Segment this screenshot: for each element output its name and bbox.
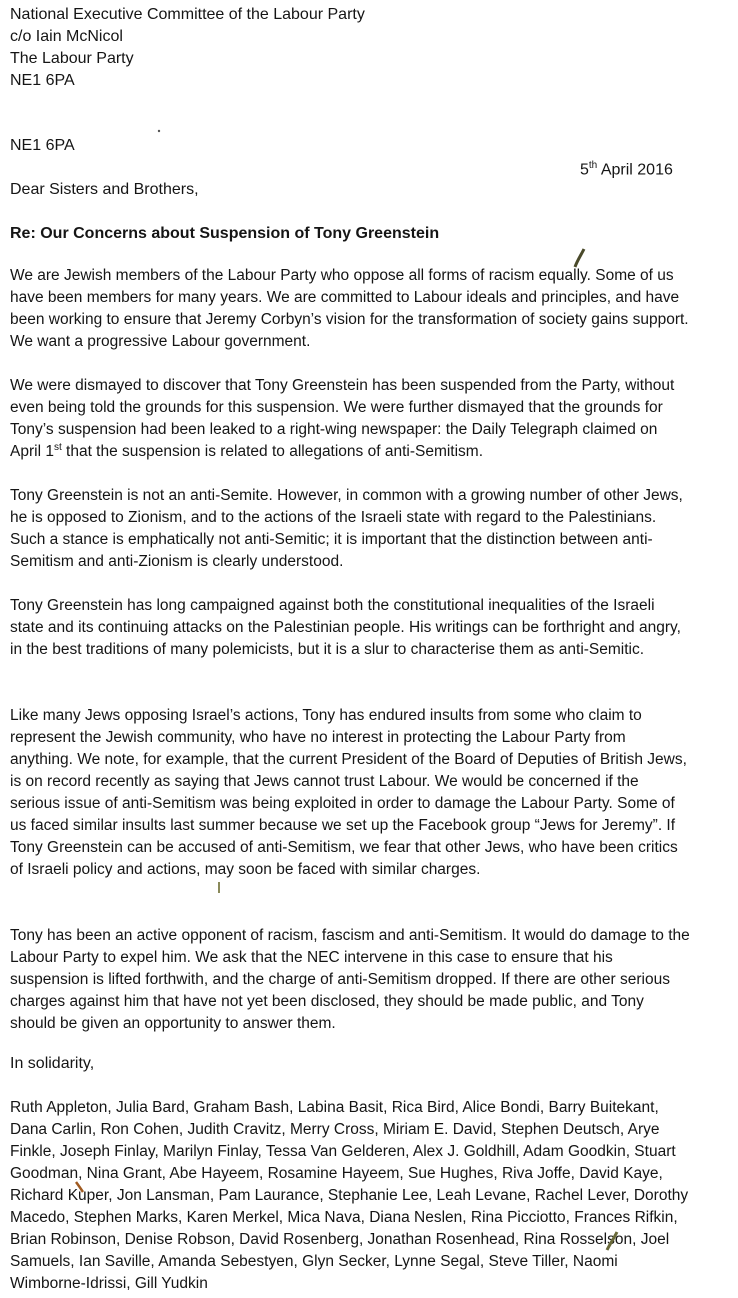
salutation: Dear Sisters and Brothers,	[10, 181, 199, 198]
signatories-list: Ruth Appleton, Julia Bard, Graham Bash, Labina Basit, Rica Bird, Alice Bondi, Barry Buitekant, Dana Carlin, Ron Cohen, Judith Cravitz, Merry Cross, Miriam E. David, Stephen Deutsch, Arye Finkle, Joseph Finlay, Marilyn Finlay, Tessa Van Gelderen, Alex J. Goldhill, Adam Goodkin, Stuart Goodman, Nina Grant, Abe Hayeem, Rosamine Hayeem, Sue Hughes, Riva Joffe, David Kaye, Richard Kuper, Jon Lansman, Pam Laurance, Stephanie Lee, Leah Levane, Rachel Lever, Dorothy Macedo, Stephen Marks, Karen Merkel, Mica Nava, Diana Neslen, Rina Picciotto, Frances Rifkin, Brian Robinson, Denise Robson, David Rosenberg, Jonathan Rosenhead, Rina Rosselson, Joel Samuels, Ian Saville, Amanda Sebestyen, Glyn Secker, Lynne Segal, Steve Tiller, Naomi Wimborne-Idrissi, Gill Yudkin	[10, 1099, 689, 1292]
paragraph-2-text-end: that the suspension is related to allegations of anti-Semitism.	[61, 443, 484, 460]
paragraph-5: Like many Jews opposing Israel’s actions, Tony has endured insults from some who claim to represent the Jewish community, who have no interest in protecting the Labour Party from anything. We note, for example, that the current President of the Board of Deputies of British Jews, is on record recently as saying that Jews cannot trust Labour. We would be concerned if the serious issue of anti-Semitism was being exploited in order to damage the Labour Party. Some of us faced similar insults last summer because we set up the Facebook group “Jews for Jeremy”. If Tony Greenstein can be accused of anti-Semitism, we fear that other Jews, who have been critics of Israeli policy and actions, may soon be faced with similar charges.	[10, 707, 687, 878]
scan-speck	[74, 1180, 86, 1194]
date-month-year: April 2016	[600, 161, 673, 179]
address-line-1: National Executive Committee of the Labour Party	[10, 6, 365, 23]
paragraph-6: Tony has been an active opponent of racism, fascism and anti-Semitism. It would do damage to the Labour Party to expel him. We ask that the NEC intervene in this case to ensure that his suspension is lifted forthwith, and the charge of anti-Semitism dropped. If there are other serious charges against him that have not yet been disclosed, they should be made public, and Tony should be given an opportunity to answer them.	[10, 927, 690, 1032]
date-suffix: th	[588, 160, 598, 171]
paragraph-2	[10, 375, 690, 463]
paragraph-3: Tony Greenstein is not an anti-Semite. However, in common with a growing number of other Jews, he is opposed to Zionism, and to the actions of the Israeli state with regard to the Palestinians. Such a stance is emphatically not anti-Semitic; it is important that the distinction between anti-Semitism and anti-Zionism is clearly understood.	[10, 487, 683, 570]
paragraph-1: We are Jewish members of the Labour Party who oppose all forms of racism equally. Some of us have been members for many years. We are committed to Labour ideals and principles, and have been working to ensure that Jeremy Corbyn’s vision for the transformation of society gains support. We want a progressive Labour government.	[10, 267, 689, 350]
paragraph-2-superscript: st	[53, 441, 62, 453]
closing: In solidarity,	[10, 1055, 95, 1072]
date-day: 5	[580, 161, 589, 179]
letter-date	[580, 155, 673, 181]
scan-speck	[604, 1230, 620, 1252]
subject-line: Re: Our Concerns about Suspension of Tony Greenstein	[10, 225, 440, 242]
address-line-4: NE1 6PA	[10, 72, 75, 89]
paragraph-2-text: We were dismayed to discover that Tony Greenstein has been suspended from the Party, without even being told the grounds for this suspension. We were further dismayed that the grounds for Tony’s suspension had been leaked to a right-wing newspaper: the Daily Telegraph claimed on April 1	[10, 377, 675, 460]
scan-speck	[572, 247, 586, 269]
paragraph-4: Tony Greenstein has long campaigned against both the constitutional inequalities of the Israeli state and its continuing attacks on the Palestinian people. His writings can be forthright and angry, in the best traditions of many polemicists, but it is a slur to characterise them as anti-Semitic.	[10, 597, 681, 658]
repeat-postcode: NE1 6PA	[10, 137, 75, 154]
scan-speck	[214, 881, 224, 895]
address-line-3: The Labour Party	[10, 50, 134, 67]
scan-speck	[155, 128, 163, 134]
address-line-2: c/o Iain McNicol	[10, 28, 123, 45]
